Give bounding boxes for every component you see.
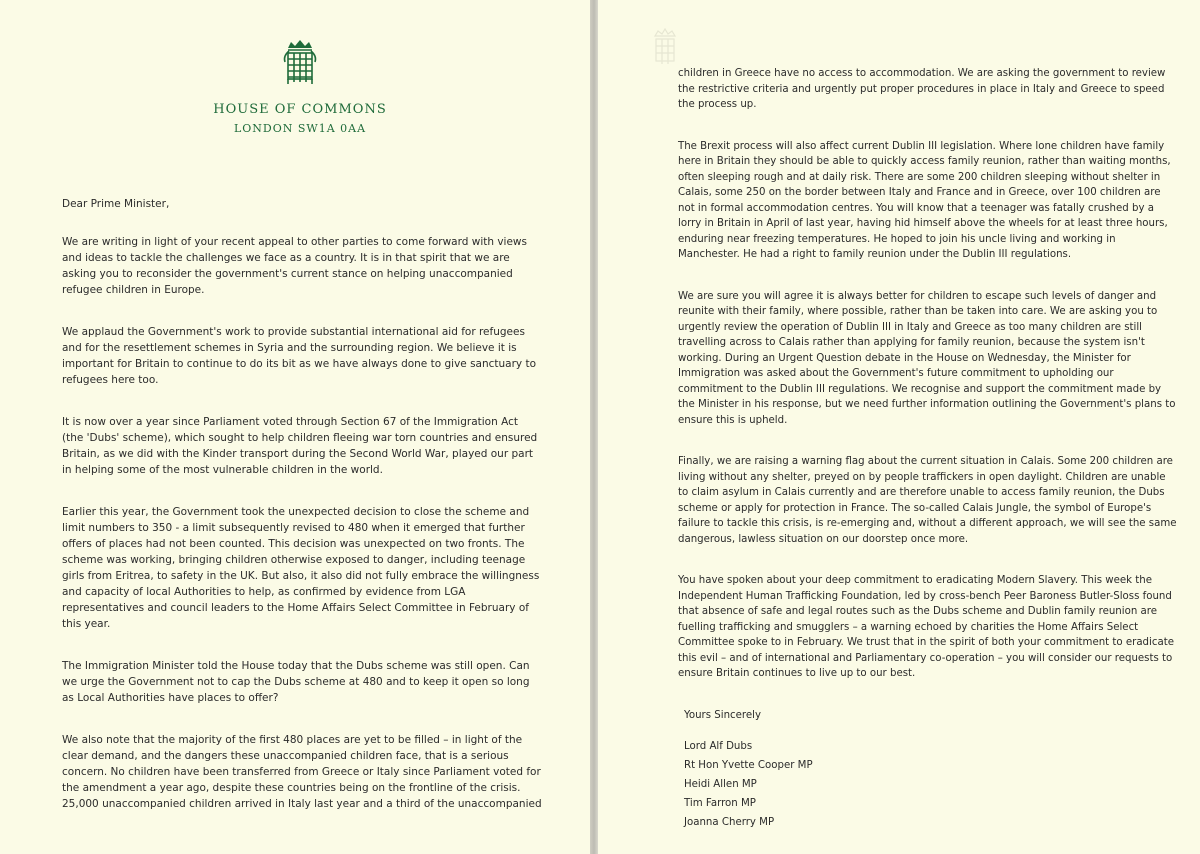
paragraph: The Immigration Minister told the House today that the Dubs scheme was still open. Can we urge the Government not to cap the Dubs scheme at 480 and to keep it open so long as Local Authorities have places to offer? — [62, 660, 530, 704]
letterhead — [200, 38, 400, 135]
paragraph: We also note that the majority of the first 480 places are yet to be filled – in light of the clear demand, and the dangers these unaccompanied children face, that is a serious concern. No children have been transferred from Greece or Italy since Parliament voted for the amendment a year ago, despite these countries being on the frontline of the crisis. 25,000 unaccompanied children arrived in Italy last year and a third of the unaccompanied — [62, 734, 542, 810]
paragraph: We applaud the Government's work to provide substantial international aid for refugees and for the resettlement schemes in Syria and the surrounding region. We believe it is important for Britain to continue to do its bit as we have always done to give sanctuary to refugees here too. — [62, 326, 537, 386]
signatory: Joanna Cherry MP — [684, 817, 775, 828]
portcullis-icon — [280, 38, 320, 88]
letter-body-right — [678, 66, 1178, 832]
signatory: Heidi Allen MP — [684, 779, 757, 790]
letterhead-house: HOUSE OF COMMONS — [213, 102, 387, 117]
salutation: Dear Prime Minister, — [62, 198, 170, 210]
signatory: Lord Alf Dubs — [684, 741, 753, 752]
letterhead-address: LONDON SW1A 0AA — [233, 122, 367, 135]
signatory: Rt Hon Yvette Cooper MP — [684, 760, 813, 771]
page-spine — [590, 0, 598, 854]
paragraph: We are sure you will agree it is always better for children to escape such levels of danger and reunite with their family, where possible, rather than be taken into care. We are asking you to urgently review the operation of Dublin III in Italy and Greece as too many children are still travelling across to Calais rather than applying for family reunion, because the system isn't working. During an Urgent Question debate in the House on Wednesday, the Minister for Immigration was asked about the Government's future commitment to upholding our commitment to the Dublin III regulations. We recognise and support the commitment made by the Minister in his response, but we need further information outlining the Government's plans to ensure this is upheld. — [678, 290, 1176, 426]
embossed-portcullis-icon — [650, 28, 680, 68]
signatory-list — [684, 737, 1178, 832]
signatory: Tim Farron MP — [684, 798, 756, 809]
letter-body-left — [62, 196, 542, 838]
paragraph: Finally, we are raising a warning flag about the current situation in Calais. Some 200 children are living without any shelter, preyed on by people traffickers in open daylight. Children are unable to claim asylum in Calais currently and are therefore unable to access family reunion, the Dubs scheme or apply for protection in France. The so-called Calais Jungle, the symbol of Europe's failure to tackle this crisis, is re-emerging and, without a different approach, we will see the same dangerous, lawless situation on our doorstep once more. — [678, 456, 1177, 545]
paragraph: We are writing in light of your recent appeal to other parties to come forward with views and ideas to tackle the challenges we face as a country. It is in that spirit that we are asking you to reconsider the government's current stance on helping unaccompanied refugee children in Europe. — [62, 236, 527, 296]
paragraph: The Brexit process will also affect current Dublin III legislation. Where lone children have family here in Britain they should be able to quickly access family reunion, rather than waiting months, often sleeping rough and at daily risk. There are some 200 children sleeping without shelter in Calais, some 250 on the border between Italy and France and in Greece, over 100 children are not in formal accommodation centres. You will know that a teenager was fatally crushed by a lorry in Britain in April of last year, having hid himself above the wheels for at least three hours, enduring near freezing temperatures. He hoped to join his uncle living and working in Manchester. He had a right to family reunion under the Dublin III regulations. — [678, 140, 1171, 260]
closing: Yours Sincerely — [684, 709, 762, 721]
paragraph: children in Greece have no access to accommodation. We are asking the government to review the restrictive criteria and urgently put proper procedures in place in Italy and Greece to speed the process up. — [678, 68, 1166, 110]
paragraph: Earlier this year, the Government took the unexpected decision to close the scheme and limit numbers to 350 - a limit subsequently revised to 480 when it emerged that further offers of places had not been counted. This decision was unexpected on two fronts. The scheme was working, bringing children otherwise exposed to danger, including teenage girls from Eritrea, to safety in the UK. But also, it also did not fully embrace the willingness and capacity of local Authorities to help, as confirmed by evidence from LGA representatives and council leaders to the Home Affairs Select Committee in February of this year. — [62, 506, 540, 630]
paragraph: You have spoken about your deep commitment to eradicating Modern Slavery. This week the Independent Human Trafficking Foundation, led by cross-bench Peer Baroness Butler-Sloss found that absence of safe and legal routes such as the Dubs scheme and Dublin family reunion are fuelling trafficking and smugglers – a warning echoed by charities the Home Affairs Select Committee spoke to in February. We trust that in the spirit of both your commitment to eradicate this evil – and of international and Parliamentary co-operation – you will consider our requests to ensure Britain continues to live up to our best. — [678, 575, 1174, 679]
paragraph: It is now over a year since Parliament voted through Section 67 of the Immigration Act (the 'Dubs' scheme), which sought to help children fleeing war torn countries and ensured Britain, as we did with the Kinder transport during the Second World War, played our part in helping some of the most vulnerable children in the world. — [62, 416, 538, 476]
